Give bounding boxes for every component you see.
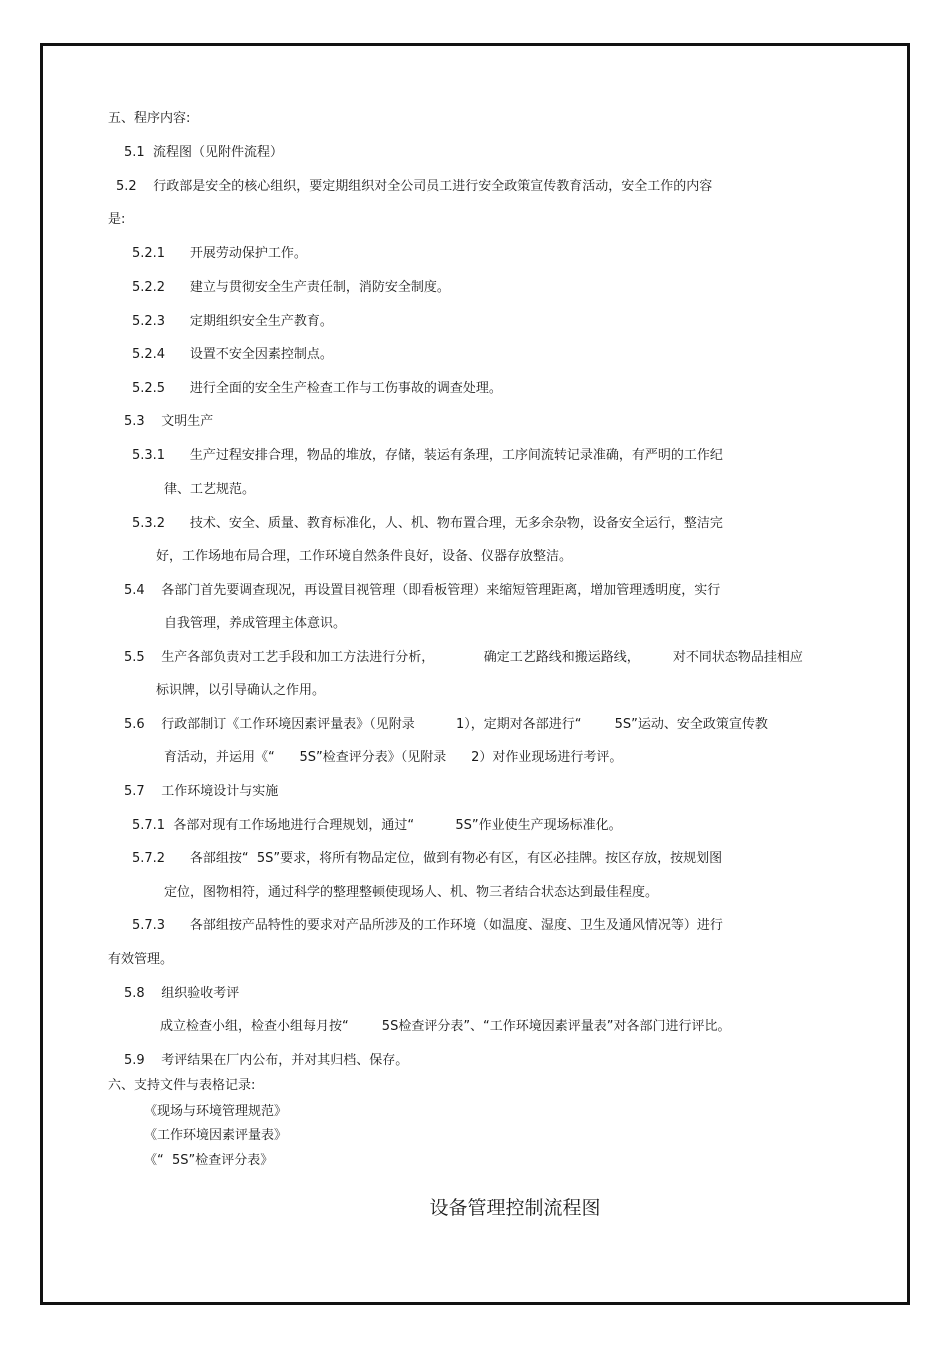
support-doc-3: 《“ 5S”检查评分表》 <box>144 1153 274 1168</box>
item-5-6: 5.6 行政部制订《工作环境因素评量表》（见附录 1），定期对各部进行“ 5S”运动、安全政策宣传教 <box>124 717 768 732</box>
support-doc-2: 《工作环境因素评量表》 <box>144 1128 288 1143</box>
item-5-7-3-cont: 有效管理。 <box>108 952 174 967</box>
item-5-7: 5.7 工作环境设计与实施 <box>124 784 279 799</box>
item-5-7-2-cont: 定位，图物相符，通过科学的整理整顿使现场人、机、物三者结合状态达到最佳程度。 <box>164 885 659 900</box>
item-5-7-2: 5.7.2 各部组按“ 5S”要求，将所有物品定位，做到有物必有区，有区必挂牌。按区存放，按规划图 <box>132 851 723 866</box>
item-5-2-4: 5.2.4 设置不安全因素控制点。 <box>132 347 333 362</box>
item-5-9: 5.9 考评结果在厂内公布，并对其归档、保存。 <box>124 1053 409 1068</box>
item-5-3: 5.3 文明生产 <box>124 414 214 429</box>
section-heading-support: 六、支持文件与表格记录: <box>108 1078 256 1093</box>
support-doc-1: 《现场与环境管理规范》 <box>144 1104 288 1119</box>
item-5-2-3: 5.2.3 定期组织安全生产教育。 <box>132 314 333 329</box>
item-5-1: 5.1 流程图（见附件流程） <box>124 145 283 160</box>
item-5-3-2: 5.3.2 技术、安全、质量、教育标准化，人、机、物布置合理，无多余杂物，设备安全运行，整洁完 <box>132 516 723 531</box>
item-5-4-cont: 自我管理，养成管理主体意识。 <box>164 616 347 631</box>
item-5-3-2-cont: 好，工作场地布局合理，工作环境自然条件良好，设备、仪器存放整洁。 <box>156 549 573 564</box>
item-5-8: 5.8 组织验收考评 <box>124 986 240 1001</box>
section-heading-procedure: 五、程序内容: <box>108 111 191 126</box>
item-5-8-body: 成立检查小组，检查小组每月按“ 5S检查评分表”、“工作环境因素评量表”对各部门进行评比。 <box>160 1019 731 1034</box>
item-5-2: 5.2 行政部是安全的核心组织，要定期组织对全公司员工进行安全政策宣传教育活动，安全工作的内容 <box>116 179 713 194</box>
item-5-2-cont: 是: <box>108 212 126 227</box>
item-5-7-1: 5.7.1 各部对现有工作场地进行合理规划，通过“ 5S”作业使生产现场标准化。 <box>132 818 622 833</box>
item-5-3-1-cont: 律、工艺规范。 <box>164 482 256 497</box>
item-5-2-1: 5.2.1 开展劳动保护工作。 <box>132 246 307 261</box>
item-5-2-5: 5.2.5 进行全面的安全生产检查工作与工伤事故的调查处理。 <box>132 381 502 396</box>
item-5-2-2: 5.2.2 建立与贯彻安全生产责任制，消防安全制度。 <box>132 280 450 295</box>
item-5-4: 5.4 各部门首先要调查现况，再设置目视管理（即看板管理）来缩短管理距离，增加管理透明度，实行 <box>124 583 721 598</box>
item-5-5-cont: 标识牌，以引导确认之作用。 <box>156 683 326 698</box>
item-5-7-3: 5.7.3 各部组按产品特性的要求对产品所涉及的工作环境（如温度、湿度、卫生及通风情况等）进行 <box>132 918 723 933</box>
item-5-6-cont: 育活动，并运用《“ 5S”检查评分表》（见附录 2）对作业现场进行考评。 <box>164 750 623 765</box>
item-5-5: 5.5 生产各部负责对工艺手段和加工方法进行分析， 确定工艺路线和搬运路线， 对不同状态物品挂相应 <box>124 650 803 665</box>
item-5-3-1: 5.3.1 生产过程安排合理，物品的堆放，存储，装运有条理，工序间流转记录准确，有严明的工作纪 <box>132 448 723 463</box>
flowchart-title: 设备管理控制流程图 <box>429 1197 601 1219</box>
